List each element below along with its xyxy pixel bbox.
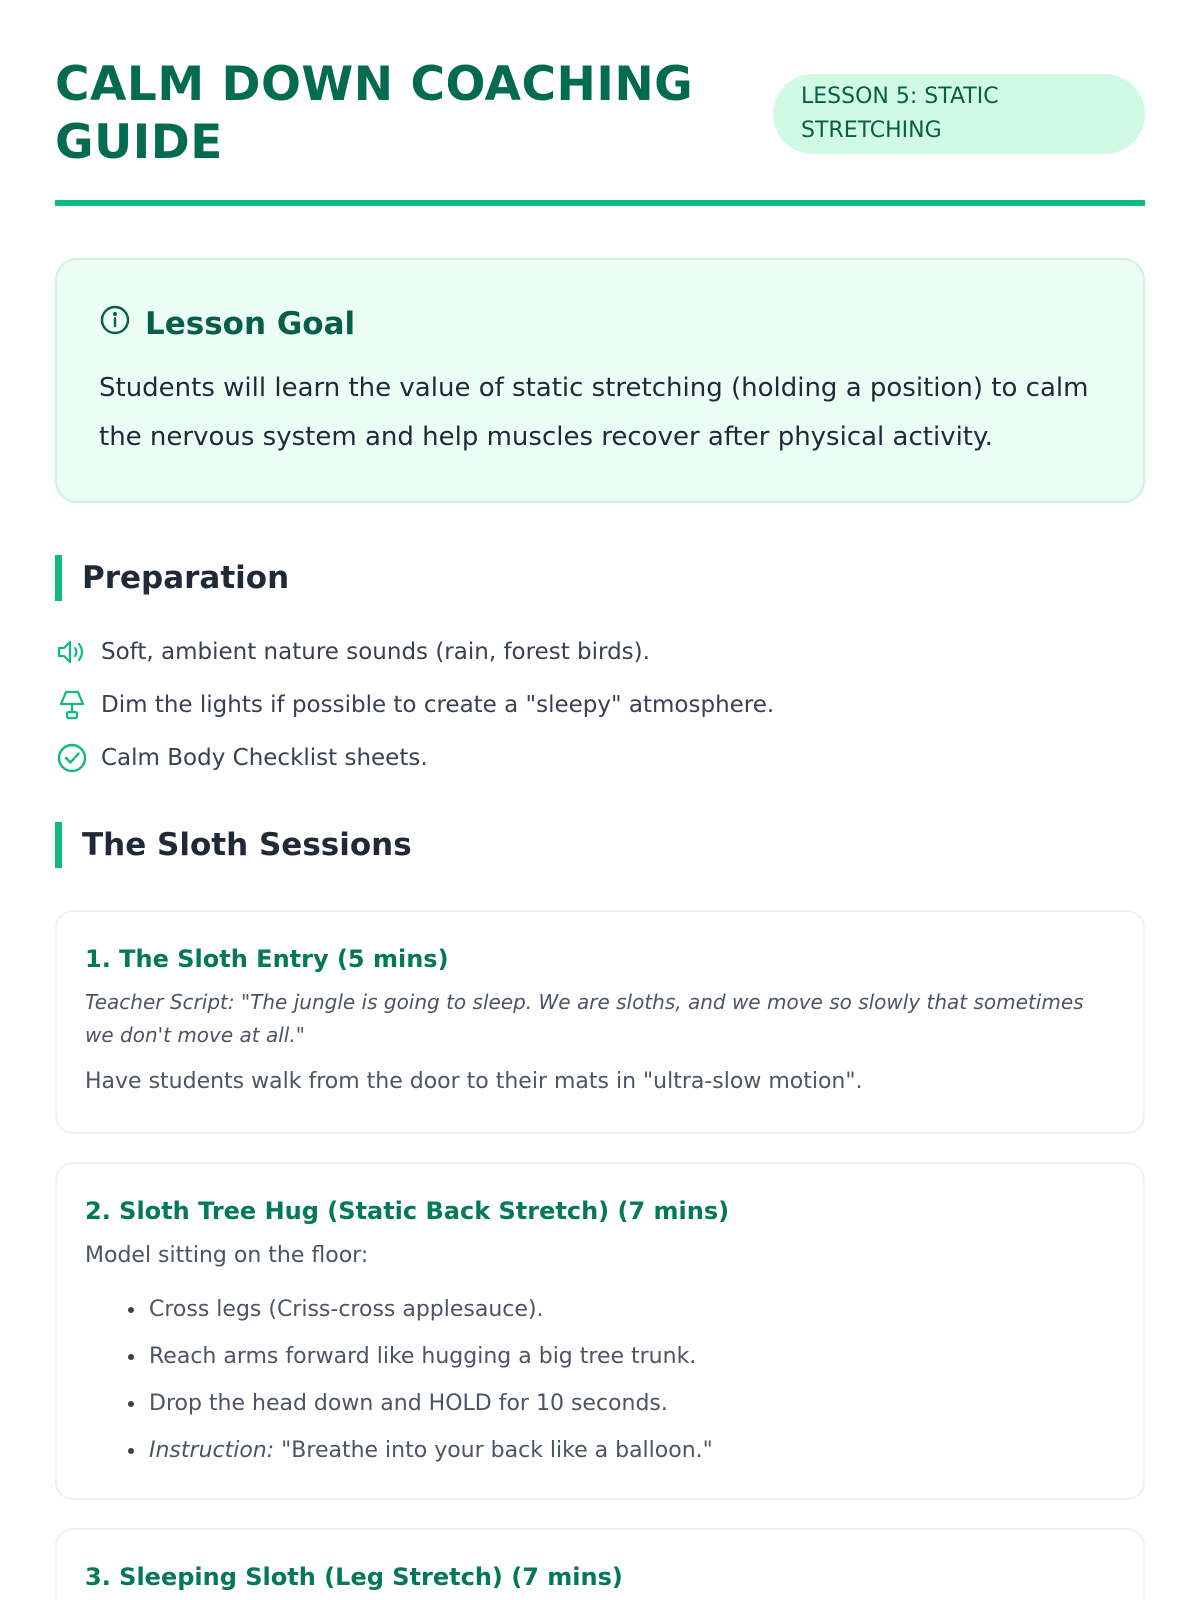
session-title: 3. Sleeping Sloth (Leg Stretch) (7 mins) [85, 1563, 623, 1591]
list-item-text: Soft, ambient nature sounds (rain, forest birds). [101, 638, 650, 665]
preparation-list [55, 625, 1145, 784]
list-item [55, 625, 1145, 678]
session-card [55, 910, 1145, 1134]
lesson-goal-panel [55, 258, 1145, 503]
session-steps [85, 1286, 1115, 1474]
preparation-heading: Preparation [55, 555, 1145, 601]
session-title: 2. Sloth Tree Hug (Static Back Stretch) (7 mins) [85, 1197, 730, 1225]
lesson-badge: LESSON 5: STATIC STRETCHING [773, 74, 1145, 154]
speaker-icon [55, 635, 89, 669]
page-title: CALM DOWN COACHING GUIDE [55, 57, 694, 170]
sessions-heading: The Sloth Sessions [55, 822, 1145, 868]
instruction-text: "Breathe into your back like a balloon." [274, 1438, 713, 1463]
session-title: 1. The Sloth Entry (5 mins) [85, 945, 449, 973]
lesson-goal-text: Students will learn the value of static stretching (holding a position) to calm the nervous system and help muscles recover after physical activity. [99, 373, 1089, 452]
list-item [147, 1427, 1115, 1474]
list-item-text: Calm Body Checklist sheets. [101, 744, 428, 771]
session-instructions: Model sitting on the floor: [85, 1243, 369, 1268]
instruction-label: Instruction: [149, 1438, 275, 1463]
list-item [55, 731, 1145, 784]
session-card [55, 1162, 1145, 1500]
check-circle-icon [55, 741, 89, 775]
lesson-goal-header [99, 302, 1101, 346]
list-item: • Reach arms forward like hugging a big tree trunk. [147, 1333, 1115, 1380]
lamp-icon [55, 688, 89, 722]
list-item-text: Dim the lights if possible to create a "sleepy" atmosphere. [101, 691, 775, 718]
list-item [55, 678, 1145, 731]
session-card [55, 1528, 1145, 1600]
teacher-script: Teacher Script: "The jungle is going to sleep. We are sloths, and we move so slowly that sometimes we don't move at all." [85, 990, 1084, 1047]
info-icon [99, 304, 131, 344]
list-item: • Cross legs (Criss-cross applesauce). [147, 1286, 1115, 1333]
lesson-goal-heading: Lesson Goal [145, 306, 356, 342]
page-header [55, 0, 1145, 206]
session-instructions: Have students walk from the door to their mats in "ultra-slow motion". [85, 1069, 863, 1094]
list-item: • Drop the head down and HOLD for 10 seconds. [147, 1380, 1115, 1427]
